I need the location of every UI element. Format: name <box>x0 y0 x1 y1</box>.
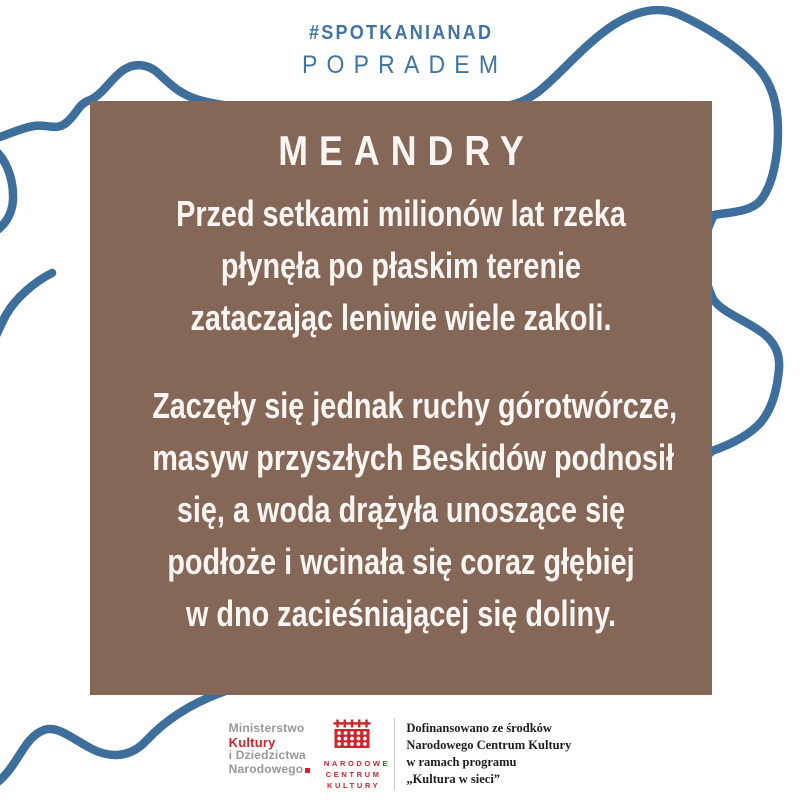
header-hashtag: #SPOTKANIANAD <box>308 22 494 44</box>
paragraph-1-line: zataczając leniwie wiele zakoli. <box>190 297 612 338</box>
ministry-line-4: Narodowego <box>229 763 311 777</box>
paragraph-2-line: w dno zacieśniającej się doliny. <box>185 593 617 634</box>
nck-logo-text <box>321 758 391 791</box>
footer <box>0 716 800 791</box>
header <box>0 22 800 80</box>
red-dot-icon <box>305 768 310 773</box>
funding-line-3: w ramach programu <box>406 755 517 769</box>
funding-line-2: Narodowego Centrum Kultury <box>406 738 572 752</box>
paragraph-2 <box>90 380 712 640</box>
paragraph-2-line: się, a woda drążyła unoszące się <box>176 489 626 530</box>
footer-divider <box>394 718 395 790</box>
nck-crown-icon <box>333 719 371 749</box>
ministry-line-3: i Dziedzictwa <box>228 748 306 762</box>
nck-line-3: KULTURY <box>327 781 381 790</box>
paragraph-1-line: Przed setkami milionów lat rzeka <box>176 193 626 234</box>
card-title: MEANDRY <box>278 127 535 174</box>
ministry-logo <box>229 716 311 776</box>
paragraph-1-line: płynęła po płaskim terenie <box>220 245 582 286</box>
header-name: POPRADEM <box>301 51 508 79</box>
paragraph-2-line: masyw przyszłych Beskidów podnosił <box>152 437 674 478</box>
funding-line-4: „Kultura w sieci” <box>406 772 501 786</box>
paragraph-2-line: podłoże i wcinała się coraz głębiej <box>167 541 635 582</box>
ministry-line-2: Kultury <box>228 734 276 750</box>
funding-line-1: Dofinansowano ze środków <box>406 721 552 735</box>
ministry-line-1: Ministerstwo <box>228 721 305 735</box>
funding-statement <box>406 716 571 788</box>
nck-line-2: CENTRUM <box>325 770 382 779</box>
content-card <box>90 101 712 695</box>
nck-line-1: NARODOWE <box>323 759 391 768</box>
nck-logo <box>321 716 391 791</box>
paragraph-1 <box>90 188 712 344</box>
paragraph-2-line: Zaczęły się jednak ruchy górotwórcze, <box>152 385 678 426</box>
